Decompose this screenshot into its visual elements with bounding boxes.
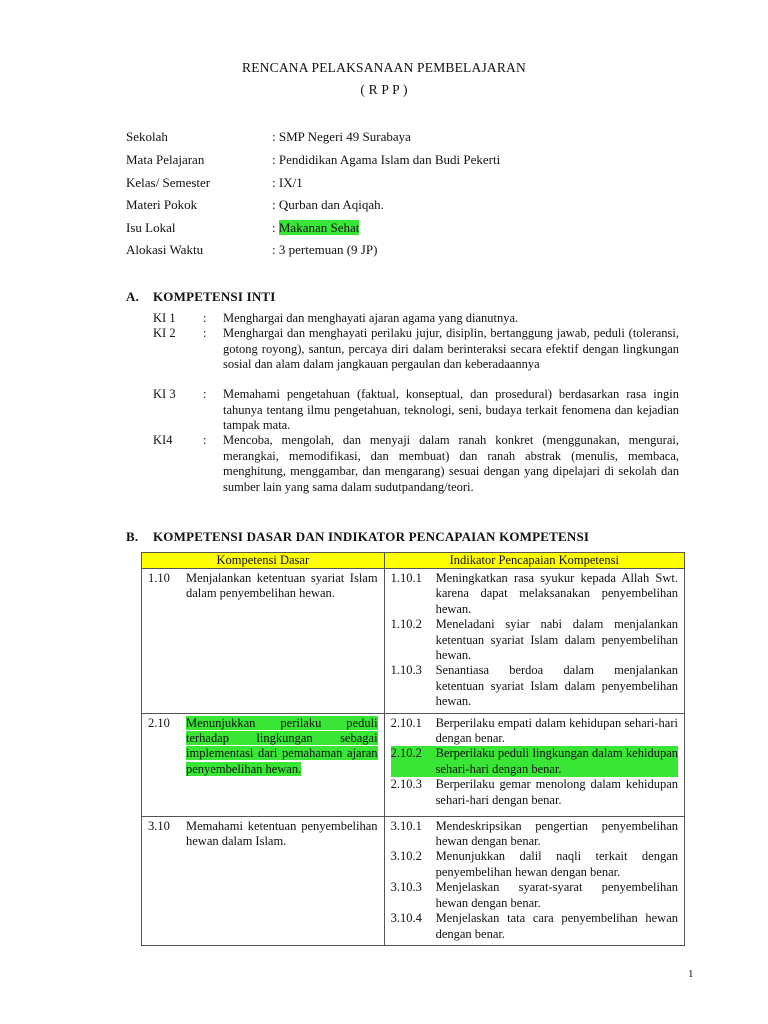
indicator-number: 1.10.1 bbox=[390, 571, 422, 585]
kd-number: 2.10 bbox=[148, 715, 170, 730]
kd-cell bbox=[142, 569, 385, 714]
indicator-number: 2.10.2 bbox=[390, 746, 422, 761]
info-label: Mata Pelajaran bbox=[126, 152, 205, 167]
kd-number: 1.10 bbox=[148, 571, 170, 585]
info-label: Alokasi Waktu bbox=[126, 242, 204, 257]
indicator-item bbox=[391, 880, 678, 911]
ki-text: Menghargai dan menghayati perilaku jujur, disiplin, bertanggung jawab, peduli (toleransi, gotong royong), santun, percaya diri dalam berinteraksi secara efektif dengan lingkungan sosial dan alam dalam jangkauan pergaulan dan keberadaannya bbox=[223, 326, 679, 371]
section-b-heading bbox=[126, 529, 589, 545]
ki-colon: : bbox=[203, 433, 207, 447]
ki-colon: : bbox=[203, 311, 207, 325]
indicator-text: Berperilaku empati dalam kehidupan sehari-hari dengan benar. bbox=[435, 715, 678, 746]
info-value: : SMP Negeri 49 Surabaya bbox=[272, 129, 411, 144]
kd-text-wrapper bbox=[186, 716, 378, 778]
ki-item bbox=[153, 433, 679, 495]
info-label: Materi Pokok bbox=[126, 197, 198, 212]
indicator-text: Senantiasa berdoa dalam menjalankan ketentuan syariat Islam dalam penyembelihan hewan. bbox=[435, 663, 678, 709]
document-title: RENCANA PELAKSANAAN PEMBELAJARAN bbox=[242, 60, 526, 75]
indicator-text: Meneladani syiar nabi dalam menjalankan ketentuan syariat Islam dalam penyembelihan hewan. bbox=[435, 617, 678, 663]
section-letter: B. bbox=[126, 529, 139, 544]
indicator-text: Menunjukkan dalil naqli terkait dengan penyembelihan hewan dengan benar. bbox=[435, 849, 678, 879]
indicator-number: 3.10.3 bbox=[390, 880, 422, 895]
indicator-number: 3.10.2 bbox=[390, 849, 422, 864]
indicator-cell bbox=[384, 713, 684, 816]
kd-cell bbox=[142, 713, 385, 816]
ki-label: KI 3 bbox=[153, 387, 176, 401]
info-colon: : bbox=[272, 220, 279, 235]
kd-text: Menunjukkan perilaku peduli terhadap lingkungan sebagai implementasi dari pemahaman ajaran penyembelihan hewan. bbox=[186, 715, 378, 776]
indicator-number: 1.10.3 bbox=[390, 663, 422, 678]
info-label: Isu Lokal bbox=[126, 220, 176, 235]
indicator-text: Menjelaskan syarat-syarat penyembelihan hewan dengan benar. bbox=[435, 880, 678, 910]
indicator-text: Berperilaku gemar menolong dalam kehidupan sehari-hari dengan benar. bbox=[435, 777, 678, 807]
indicator-item bbox=[391, 716, 678, 747]
info-value: : Pendidikan Agama Islam dan Budi Pekerti bbox=[272, 152, 501, 167]
info-label: Sekolah bbox=[126, 129, 168, 144]
section-a-heading bbox=[126, 289, 276, 305]
ki-item bbox=[153, 326, 679, 373]
indicator-item bbox=[391, 571, 678, 617]
ki-item bbox=[153, 311, 679, 327]
indicator-cell bbox=[384, 569, 684, 714]
indicator-number: 3.10.4 bbox=[390, 911, 422, 926]
ki-text: Menghargai dan menghayati ajaran agama yang dianutnya. bbox=[223, 311, 519, 325]
info-value bbox=[272, 220, 359, 236]
indicator-number: 1.10.2 bbox=[390, 617, 422, 632]
indicator-text: Menjelaskan tata cara penyembelihan hewan dengan benar. bbox=[435, 911, 678, 941]
section-title: KOMPETENSI DASAR DAN INDIKATOR PENCAPAIAN KOMPETENSI bbox=[153, 529, 590, 544]
ki-label: KI 2 bbox=[153, 326, 176, 340]
ki-colon: : bbox=[203, 326, 207, 340]
kd-number: 3.10 bbox=[148, 818, 170, 833]
section-letter: A. bbox=[126, 289, 140, 304]
indicator-item bbox=[391, 617, 678, 663]
indicator-item bbox=[391, 663, 678, 709]
section-title: KOMPETENSI INTI bbox=[153, 289, 276, 304]
ki-text: Mencoba, mengolah, dan menyaji dalam ranah konkret (menggunakan, mengurai, merangkai, memodifikasi, dan membuat) dan ranah abstrak (menulis, membaca, menghitung, menggambar, dan mengarang) sesuai dengan yang dipelajari di sekolah dan sumber lain yang sama dalam sudutpandang/teori. bbox=[223, 433, 679, 494]
table-header-row bbox=[142, 553, 685, 569]
indicator-item bbox=[391, 911, 678, 942]
competency-table bbox=[141, 552, 685, 946]
kd-cell bbox=[142, 816, 385, 945]
indicator-number: 3.10.1 bbox=[390, 818, 422, 833]
info-label: Kelas/ Semester bbox=[126, 175, 211, 190]
indicator-cell bbox=[384, 816, 684, 945]
page-number: 1 bbox=[688, 968, 694, 980]
info-value: : Qurban dan Aqiqah. bbox=[272, 197, 384, 212]
indicator-number: 2.10.3 bbox=[390, 777, 422, 792]
indicator-text: Meningkatkan rasa syukur kepada Allah Swt. karena dapat melaksanakan penyembelihan hewan. bbox=[435, 571, 678, 616]
ki-colon: : bbox=[203, 387, 207, 401]
ki-item bbox=[153, 387, 679, 434]
table-row bbox=[142, 569, 685, 714]
kd-text: Menjalankan ketentuan syariat Islam dalam penyembelihan hewan. bbox=[186, 571, 378, 601]
info-value: : IX/1 bbox=[272, 175, 303, 190]
column-header-kd: Kompetensi Dasar bbox=[142, 553, 385, 569]
local-issue-highlight: Makanan Sehat bbox=[278, 220, 360, 235]
info-value: : 3 pertemuan (9 JP) bbox=[272, 242, 378, 257]
indicator-item bbox=[391, 849, 678, 880]
indicator-text: Berperilaku peduli lingkungan dalam kehidupan sehari-hari dengan benar. bbox=[435, 746, 678, 776]
kd-text: Memahami ketentuan penyembelihan hewan dalam Islam. bbox=[186, 818, 378, 849]
document-subtitle: ( R P P ) bbox=[360, 82, 408, 97]
ki-label: KI4 bbox=[153, 433, 173, 447]
table-row bbox=[142, 713, 685, 816]
indicator-text: Mendeskripsikan pengertian penyembelihan hewan dengan benar. bbox=[435, 818, 678, 849]
column-header-indicator: Indikator Pencapaian Kompetensi bbox=[384, 553, 684, 569]
indicator-item-highlighted bbox=[391, 746, 678, 777]
indicator-item bbox=[391, 777, 678, 808]
table-row bbox=[142, 816, 685, 945]
indicator-item bbox=[391, 819, 678, 850]
indicator-number: 2.10.1 bbox=[390, 715, 422, 730]
ki-text: Memahami pengetahuan (faktual, konseptual, dan prosedural) berdasarkan rasa ingin tahunya tentang ilmu pengetahuan, teknologi, seni, budaya terkait fenomena dan kejadian tampak mata. bbox=[223, 387, 679, 432]
ki-label: KI 1 bbox=[153, 311, 176, 325]
